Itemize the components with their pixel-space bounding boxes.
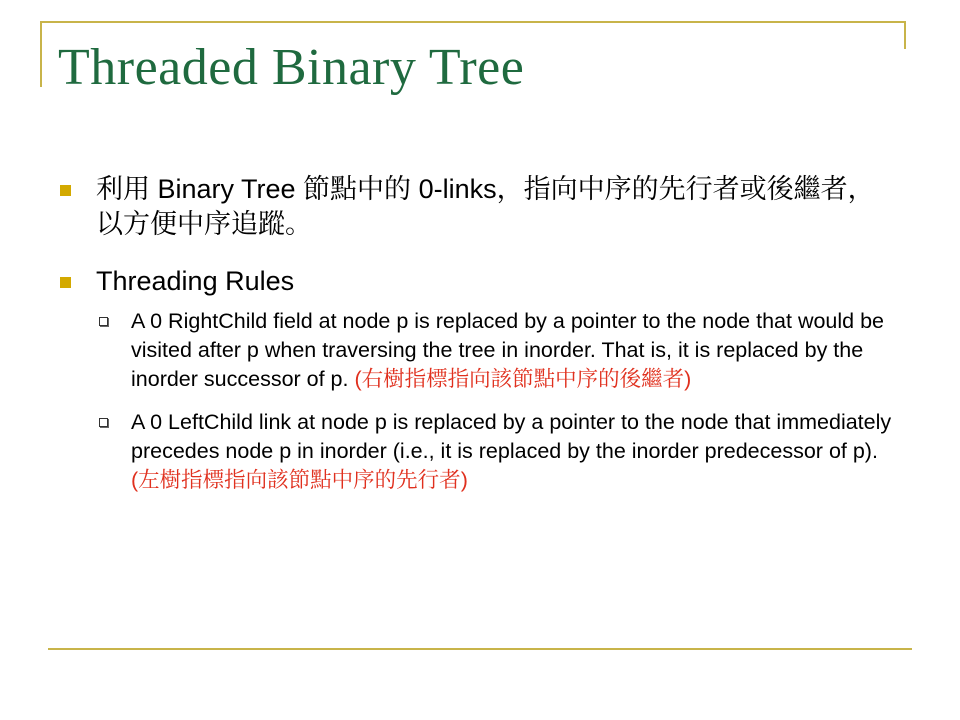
rule-note-close-paren: ) <box>460 468 468 492</box>
frame-bottom-line <box>48 648 912 650</box>
rule-note-open-paren: ( <box>131 468 139 492</box>
rule-note-open-paren: ( <box>354 367 362 391</box>
bullet-item-intro <box>58 172 900 242</box>
sub-bullet-leftchild-rule <box>96 408 900 495</box>
frame-left-line <box>40 21 42 87</box>
square-bullet-icon <box>60 277 71 288</box>
rule-text: A 0 LeftChild link at node p is replaced by a pointer to the node that immediately precedes node p in inorder (i.e., it is replaced by the inorder predecessor of p). <box>131 410 892 463</box>
slide-title: Threaded Binary Tree <box>58 39 525 96</box>
rule-note: 右樹指標指向該節點中序的後繼者 <box>361 367 685 391</box>
bullet-text: Threading Rules <box>96 266 295 296</box>
hollow-square-bullet-icon <box>99 418 108 427</box>
rule-text: A 0 RightChild field at node p is replaced by a pointer to the node that would be visited after p when traversing the tree in inorder. That is, it is replaced by the inorder successor of p. <box>131 309 885 391</box>
slide-content <box>58 172 900 517</box>
bullet-item-threading-rules <box>58 264 900 495</box>
sub-bullet-list <box>96 307 900 495</box>
frame-top-line <box>40 21 906 23</box>
rule-note: 左樹指標指向該節點中序的先行者 <box>138 468 461 492</box>
hollow-square-bullet-icon <box>99 317 108 326</box>
rule-note-close-paren: ) <box>684 367 692 391</box>
square-bullet-icon <box>60 185 71 196</box>
bullet-text: 利用 Binary Tree 節點中的 0-links，指向中序的先行者或後繼者，以方便中序追蹤。 <box>96 174 875 239</box>
frame-right-line <box>904 21 906 49</box>
sub-bullet-rightchild-rule <box>96 307 900 394</box>
